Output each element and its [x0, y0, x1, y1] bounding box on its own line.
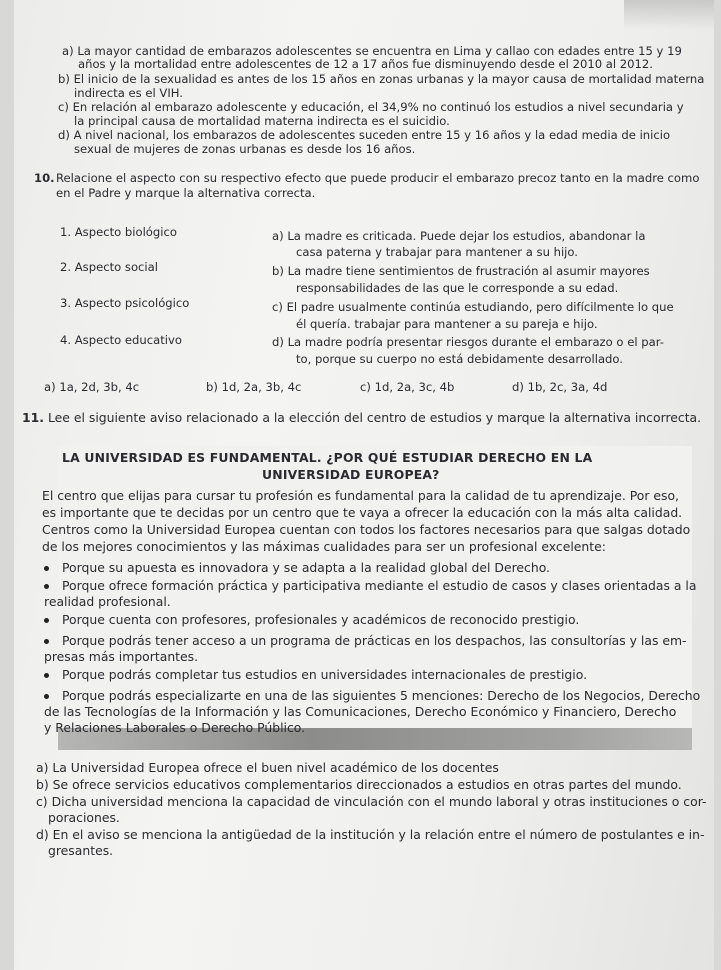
q10-effect-c-line2: él quería. trabajar para mantener a su pareja e hijo.	[296, 317, 598, 331]
ad-bullet-2-line1: Porque ofrece formación práctica y participativa mediante el estudio de casos y clases orientadas a la	[62, 578, 697, 593]
bullet-dot	[44, 673, 49, 678]
q10-aspect-3: 3. Aspecto psicológico	[60, 296, 190, 310]
q11-option-c-line2: poraciones.	[48, 810, 120, 825]
q10-aspect-4: 4. Aspecto educativo	[60, 333, 182, 347]
q11-option-c-line1[interactable]: c) Dicha universidad menciona la capacidad de vinculación con el mundo laboral y otras instituciones o cor-	[36, 794, 707, 809]
ad-bullet-6-line2: de las Tecnologías de la Información y las Comunicaciones, Derecho Económico y Financiero, Derecho	[44, 704, 677, 719]
bullet-dot	[44, 584, 49, 589]
ad-bullet-6-line1: Porque podrás especializarte en una de las siguientes 5 menciones: Derecho de los Negocios, Derecho	[62, 688, 701, 703]
q11-number: 11.	[22, 410, 44, 425]
q10-effect-b-line1: b) La madre tiene sentimientos de frustración al asumir mayores	[272, 264, 650, 278]
bullet-dot	[44, 618, 49, 623]
q10-answer-c[interactable]: c) 1d, 2a, 3c, 4b	[360, 380, 455, 394]
q10-answer-d[interactable]: d) 1b, 2c, 3a, 4d	[512, 380, 608, 394]
prev-option-d-line1: d) A nivel nacional, los embarazos de adolescentes suceden entre 15 y 16 años y la edad media de inicio	[58, 128, 671, 142]
q10-aspect-1: 1. Aspecto biológico	[60, 225, 177, 239]
ad-bullet-5: Porque podrás completar tus estudios en universidades internacionales de prestigio.	[62, 667, 588, 682]
ad-bullet-2-line2: realidad profesional.	[44, 594, 171, 609]
ad-title-line2: UNIVERSIDAD EUROPEA?	[262, 467, 440, 482]
q10-stem-line1: Relacione el aspecto con su respectivo efecto que puede producir el embarazo precoz tanto en la madre como	[56, 171, 700, 185]
prev-option-c-line2: la principal causa de mortalidad materna indirecta es el suicidio.	[74, 114, 450, 128]
bullet-dot	[44, 694, 49, 699]
ad-bullet-4-line1: Porque podrás tener acceso a un programa de prácticas en los despachos, las consultorías y las em-	[62, 633, 687, 648]
bullet-dot	[44, 566, 49, 571]
prev-option-a-line2: años y la mortalidad entre adolescentes de 12 a 17 años fue disminuyendo desde el 2010 al 2012.	[78, 57, 653, 71]
q10-effect-d-line1: d) La madre podría presentar riesgos durante el embarazo o el par-	[272, 335, 664, 349]
ad-bullet-1: Porque su apuesta es innovadora y se adapta a la realidad global del Derecho.	[62, 560, 550, 575]
q10-effect-d-line2: to, porque su cuerpo no está debidamente desarrollado.	[296, 352, 623, 366]
q10-stem-line2: en el Padre y marque la alternativa correcta.	[56, 186, 316, 200]
prev-option-d-line2: sexual de mujeres de zonas urbanas es desde los 16 años.	[74, 142, 416, 156]
ad-body-line4: de los mejores conocimientos y las máximas cualidades para ser un profesional excelente:	[42, 539, 606, 554]
q10-effect-a-line2: casa paterna y trabajar para mantener a su hijo.	[296, 245, 578, 259]
prev-option-b-line1: b) El inicio de la sexualidad es antes de los 15 años en zonas urbanas y la mayor causa de mortalidad materna	[58, 72, 705, 86]
q10-effect-c-line1: c) El padre usualmente continúa estudiando, pero difícilmente lo que	[272, 300, 674, 314]
ad-body-line3: Centros como la Universidad Europea cuentan con todos los factores necesarios para que salgas dotado	[42, 522, 691, 537]
ad-bullet-6-line3: y Relaciones Laborales o Derecho Público.	[44, 720, 306, 735]
q10-effect-b-line2: responsabilidades de las que le corresponde a su edad.	[296, 281, 619, 295]
q10-answer-a[interactable]: a) 1a, 2d, 3b, 4c	[44, 380, 140, 394]
q10-effect-a-line1: a) La madre es criticada. Puede dejar los estudios, abandonar la	[272, 229, 646, 243]
prev-option-b-line2: indirecta es el VIH.	[74, 86, 183, 100]
q11-option-b[interactable]: b) Se ofrece servicios educativos complementarios direccionados a estudios en otras partes del mundo.	[36, 777, 682, 792]
ad-title-line1: LA UNIVERSIDAD ES FUNDAMENTAL. ¿POR QUÉ ESTUDIAR DERECHO EN LA	[62, 450, 593, 465]
prev-option-a-line1: a) La mayor cantidad de embarazos adolescentes se encuentra en Lima y callao con edades entre 15 y 19	[62, 44, 682, 58]
q11-option-d-line1[interactable]: d) En el aviso se menciona la antigüedad de la institución y la relación entre el número de postulantes e in-	[36, 827, 705, 842]
ad-body-line2: es importante que te decidas por un centro que te vaya a ofrecer la educación con la más alta calidad.	[42, 505, 683, 520]
ad-body-line1: El centro que elijas para cursar tu profesión es fundamental para la calidad de tu aprendizaje. Por eso,	[42, 488, 679, 503]
q11-stem: Lee el siguiente aviso relacionado a la elección del centro de estudios y marque la alternativa incorrecta.	[48, 410, 702, 425]
page-shadow	[624, 0, 714, 30]
q10-answer-b[interactable]: b) 1d, 2a, 3b, 4c	[206, 380, 302, 394]
q10-number: 10.	[34, 171, 55, 185]
ad-bullet-3: Porque cuenta con profesores, profesionales y académicos de reconocido prestigio.	[62, 612, 580, 627]
prev-option-c-line1: c) En relación al embarazo adolescente y educación, el 34,9% no continuó los estudios a nivel secundaria y	[58, 100, 684, 114]
q11-option-a[interactable]: a) La Universidad Europea ofrece el buen nivel académico de los docentes	[36, 760, 499, 775]
bullet-dot	[44, 639, 49, 644]
q10-aspect-2: 2. Aspecto social	[60, 260, 158, 274]
q11-option-d-line2: gresantes.	[48, 843, 114, 858]
ad-bullet-4-line2: presas más importantes.	[44, 649, 199, 664]
exam-page	[14, 0, 714, 970]
